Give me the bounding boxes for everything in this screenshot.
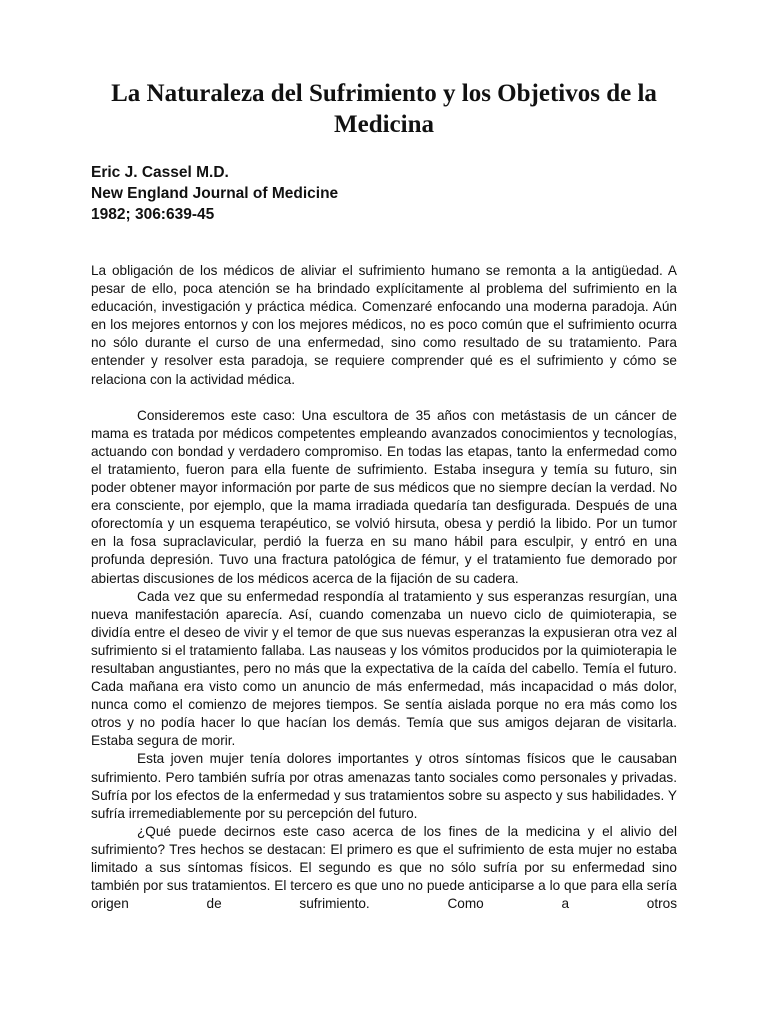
document-title: La Naturaleza del Sufrimiento y los Objetivos de la Medicina — [111, 80, 657, 138]
author-name: Eric J. Cassel M.D. — [91, 164, 229, 181]
article-body — [91, 262, 677, 913]
paragraph-intro: La obligación de los médicos de aliviar el sufrimiento humano se remonta a la antigüedad. A pesar de ello, poca atención se ha brindado explícitamente al problema del sufrimiento en la educación, investigación y práctica médica. Comenzaré enfocando una moderna paradoja. Aún en los mejores entornos y con los mejores médicos, no es poco común que el sufrimiento ocurra no sólo durante el curso de una enfermedad, sino como resultado de su tratamiento. Para entender y resolver esta paradoja, se requiere comprender qué es el sufrimiento y cómo se relaciona con la actividad médica. — [91, 263, 677, 387]
article-metadata — [91, 162, 338, 225]
paragraph-question: ¿Qué puede decirnos este caso acerca de los fines de la medicina y el alivio del sufrimiento? Tres hechos se destacan: El primero es que el sufrimiento de esta mujer no estaba limitado a sus síntomas físicos. El segundo es que no sólo sufría por su enfermedad sino también por sus tratamientos. El tercero es que uno no puede anticiparse a lo que para ella sería origen de sufrimiento. Como a otros — [91, 823, 677, 912]
citation: 1982; 306:639-45 — [91, 206, 215, 223]
journal-name: New England Journal of Medicine — [91, 185, 339, 202]
paragraph-case: Consideremos este caso: Una escultora de 35 años con metástasis de un cáncer de mama es tratada por médicos competentes empleando avanzados conocimientos y tecnologías, actuando con bondad y verdadero compromiso. En todas las etapas, tanto la enfermedad como el tratamiento, fueron para ella fuente de sufrimiento. Estaba insegura y temía su futuro, sin poder obtener mayor información por parte de sus médicos que no siempre decían la verdad. No era consciente, por ejemplo, que la mama irradiada quedaría tan desfigurada. Después de una oforectomía y un esquema terapéutico, se volvió hirsuta, obesa y perdió la libido. Por un tumor en la fosa supraclavicular, perdió la fuerza en su mano hábil para esculpir, y entró en una profunda depresión. Tuvo una fractura patológica de fémur, y el tratamiento fue demorado por abiertas discusiones de los médicos acerca de la fijación de su cadera. — [91, 407, 677, 586]
paragraph-treatment: Cada vez que su enfermedad respondía al tratamiento y sus esperanzas resurgían, una nueva manifestación aparecía. Así, cuando comenzaba un nuevo ciclo de quimioterapia, se dividía entre el deseo de vivir y el temor de que sus nuevas esperanzas la expusieran otra vez al sufrimiento si el tratamiento fallaba. Las nauseas y los vómitos producidos por la quimioterapia le resultaban angustiantes, pero no más que la expectativa de la caída del cabello. Temía el futuro. Cada mañana era visto como un anuncio de más enfermedad, más incapacidad o más dolor, nunca como el comienzo de mejores tiempos. Se sentía aislada porque no era más como los otros y no podía hacer lo que hacían los demás. Temía que sus amigos dejaran de visitarla. Estaba segura de morir. — [91, 588, 677, 749]
paragraph-symptoms: Esta joven mujer tenía dolores importantes y otros síntomas físicos que le causaban sufrimiento. Pero también sufría por otras amenazas tanto sociales como personales y privadas. Sufría por los efectos de la enfermedad y sus tratamientos sobre su aspecto y sus habilidades. Y sufría irremediablemente por su percepción del futuro. — [91, 751, 677, 821]
